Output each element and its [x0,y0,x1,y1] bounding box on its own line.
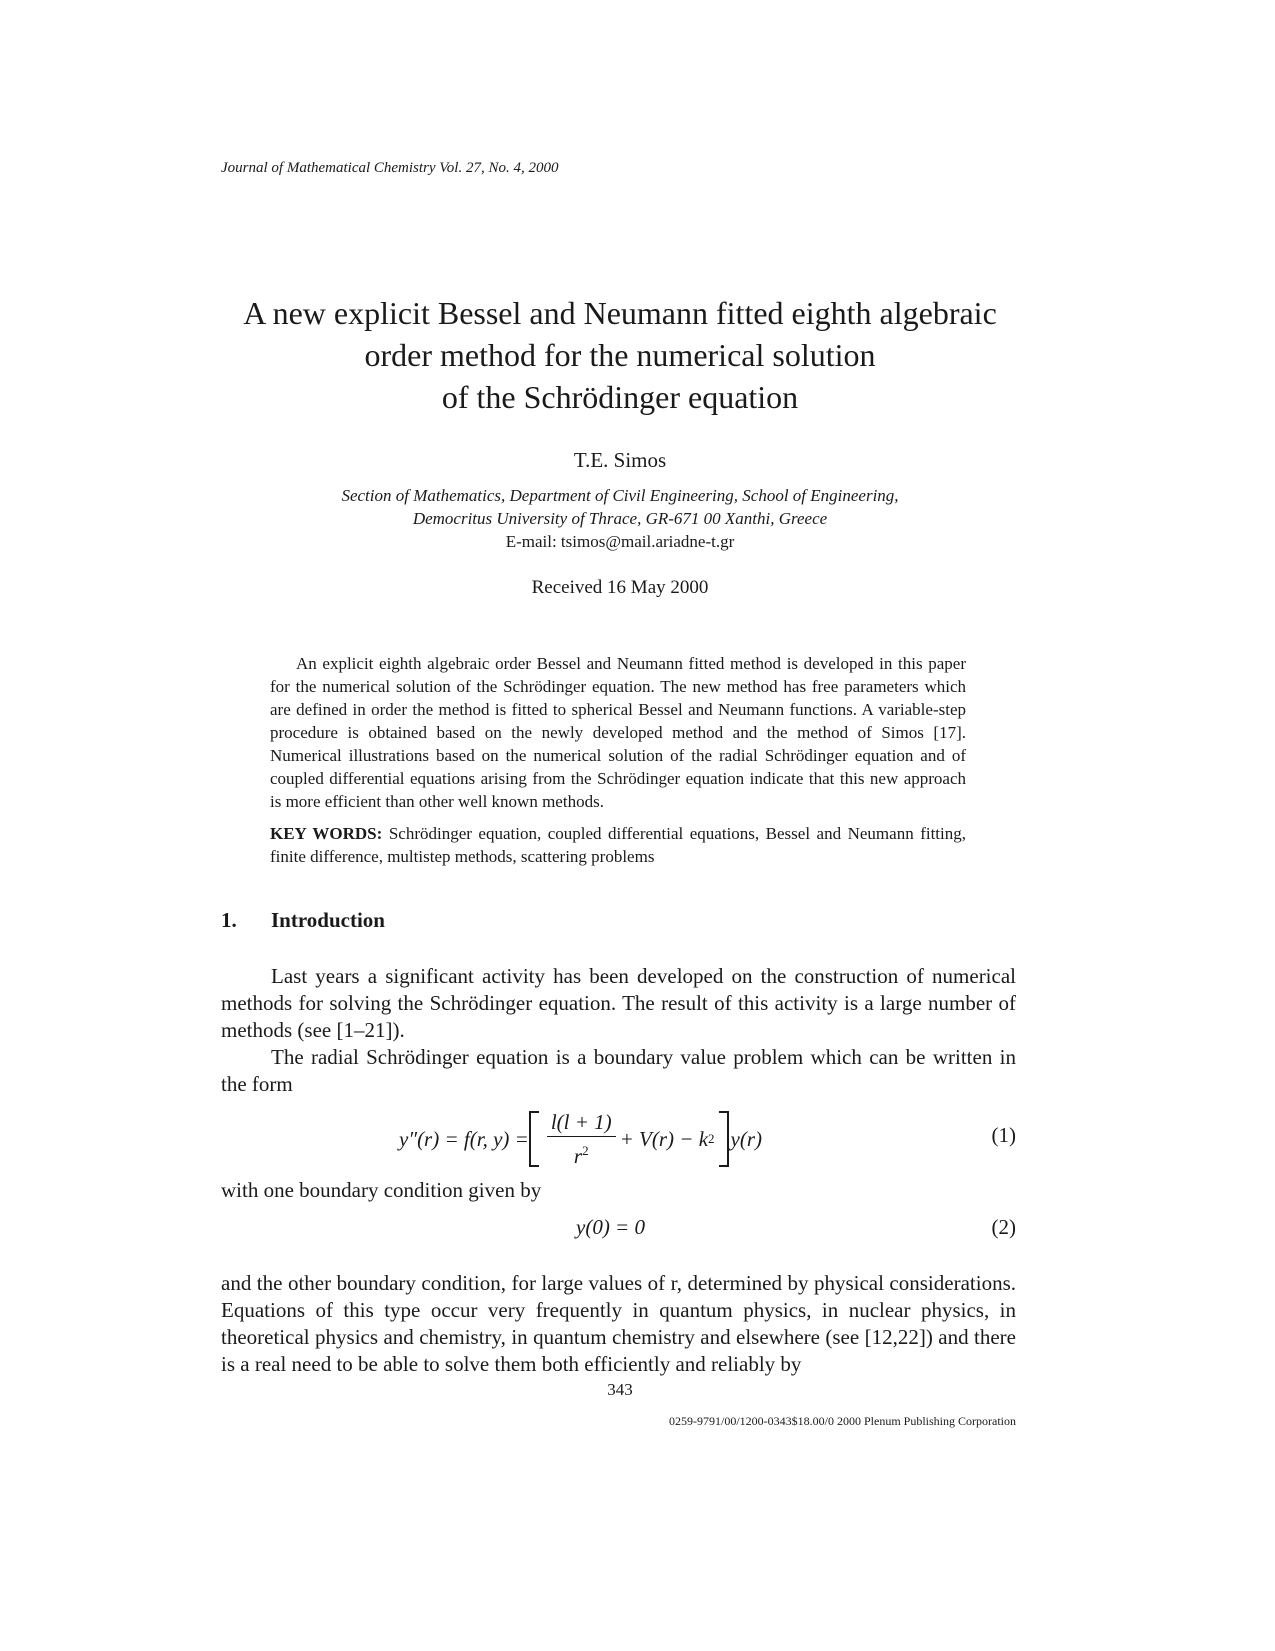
denominator-base: r [573,1144,583,1168]
equation-number: (2) [991,1215,1016,1239]
journal-header: Journal of Mathematical Chemistry Vol. 27, No. 4, 2000 [221,160,559,176]
abstract: An explicit eighth algebraic order Bessel and Neumann fitted method is developed in this paper for the numerical solution of the Schrödinger equation. The new method has free parameters which are defined in order the method is fitted to spherical Bessel and Neumann functions. A variable-step procedure is obtained based on the newly developed method and the method of Simos [17]. Numerical illustrations based on the numerical solution of the radial Schrödinger equation and of coupled differential equations arising from the Schrödinger equation indicate that this new approach is more efficient than other well known methods. [270,654,966,811]
affiliation-line: Section of Mathematics, Department of Civil Engineering, School of Engineering, [341,486,899,505]
k-exponent: 2 [708,1131,715,1146]
equation-number: (1) [991,1123,1016,1147]
keywords-text: Schrödinger equation, coupled differential equations, Bessel and Neumann fitting, finite difference, multistep methods, scattering problems [270,824,967,866]
fraction-denominator [574,1137,589,1168]
equation-1 [221,1105,1016,1169]
section-number: 1. [221,908,237,932]
paragraph: Last years a significant activity has been developed on the construction of numerical methods for solving the Schrödinger equation. The result of this activity is a large number of methods (see [1–21]). [221,964,1016,1042]
equation-text: y(0) = 0 [576,1215,645,1239]
title-line: A new explicit Bessel and Neumann fitted eighth algebraic [243,295,997,331]
right-bracket [719,1111,729,1167]
paragraph: and the other boundary condition, for large values of r, determined by physical considerations. Equations of this type occur very frequently in quantum physics, in nuclear physics, in theoretical physics and chemistry, in quantum chemistry and elsewhere (see [12,22]) and there is a real need to be able to solve them both efficiently and reliably by [221,1271,1016,1376]
paragraph: The radial Schrödinger equation is a boundary value problem which can be written in the form [221,1045,1016,1096]
affiliation [200,484,1040,553]
keywords [270,822,966,868]
fraction [547,1110,616,1168]
equation-lhs: y″(r) = f(r, y) = [399,1126,529,1151]
equation-body [399,1109,762,1169]
paper-title [200,292,1040,418]
received-date: Received 16 May 2000 [531,577,709,598]
equation-middle: + V(r) − k [619,1126,709,1151]
page-number: 343 [607,1380,633,1399]
author-name: T.E. Simos [573,448,667,472]
left-bracket [529,1111,539,1167]
paragraph: with one boundary condition given by [221,1178,542,1202]
title-line: order method for the numerical solution [364,337,876,373]
denominator-exponent: 2 [582,1143,589,1158]
title-line: of the Schrödinger equation [441,379,799,415]
equation-tail: y(r) [730,1126,763,1151]
equation-body [576,1215,645,1240]
affiliation-line: Democritus University of Thrace, GR-671 00 Xanthi, Greece [412,509,828,528]
section-heading [221,908,385,933]
author-email: E-mail: tsimos@mail.ariadne-t.gr [505,532,735,551]
keywords-label: KEY WORDS: [270,824,383,843]
equation-2 [221,1215,1016,1245]
fraction-numerator: l(l + 1) [547,1110,616,1137]
copyright-line: 0259-9791/00/1200-0343$18.00/0 2000 Plenum Publishing Corporation [669,1414,1016,1428]
section-title: Introduction [271,908,385,932]
